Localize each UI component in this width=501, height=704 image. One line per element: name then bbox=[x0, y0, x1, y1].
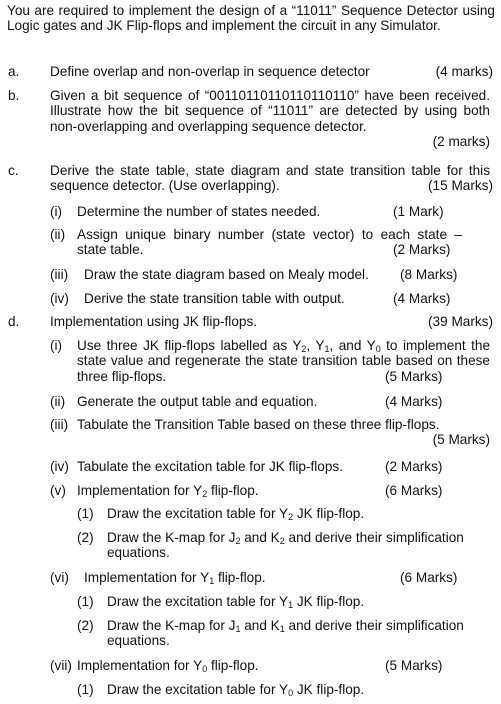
item-text: Derive the state table, state diagram and state transition table for this sequence detector. (Use overlapping). bbox=[50, 163, 490, 194]
item-label: (v) bbox=[50, 483, 66, 498]
item-marks: (39 Marks) bbox=[428, 314, 493, 329]
item-text: Generate the output table and equation. bbox=[77, 394, 318, 409]
item-marks: (15 Marks) bbox=[428, 178, 493, 193]
item-label: (2) bbox=[77, 530, 94, 545]
item-text: Tabulate the excitation table for JK flip-flops. bbox=[77, 459, 343, 474]
item-text: Draw the excitation table for $Y_0$ JK flip-flop. bbox=[107, 682, 365, 698]
item-text: Implementation using JK flip-flops. bbox=[50, 314, 258, 329]
item-marks: (6 Marks) bbox=[400, 570, 458, 585]
item-marks: (5 Marks) bbox=[385, 369, 443, 384]
item-marks: (5 Marks) bbox=[432, 432, 490, 448]
item-text: Draw the state diagram based on Mealy model. bbox=[84, 267, 369, 282]
item-label: (1) bbox=[77, 682, 94, 697]
item-marks: (4 Marks) bbox=[393, 291, 451, 306]
item-text: Use three JK flip-flops labelled as $Y_2$, $Y_1$, and $Y_0$ to implement the state value and regenerate the state transition table based on these three flip-flops. bbox=[77, 338, 491, 384]
item-text: Draw the excitation table for $Y_1$ JK flip-flop. bbox=[107, 594, 365, 610]
item-text: Draw the K-map for $J_2$ and $K_2$ and derive their simplification equations. bbox=[107, 530, 464, 561]
item-label: (ii) bbox=[50, 227, 66, 242]
item-label: (1) bbox=[77, 506, 94, 521]
item-text: Implementation for $Y_2$ flip-flop. bbox=[77, 483, 259, 499]
item-marks: (1 Mark) bbox=[393, 204, 444, 219]
item-label: (iii) bbox=[50, 417, 69, 432]
item-label: (vii) bbox=[50, 658, 72, 673]
item-label: (i) bbox=[50, 204, 63, 219]
item-label: (i) bbox=[50, 338, 63, 353]
item-text: Derive the state transition table with output. bbox=[84, 291, 345, 306]
item-text: Tabulate the Transition Table based on these three flip-flops. bbox=[77, 417, 440, 432]
item-text: Draw the excitation table for $Y_2$ JK flip-flop. bbox=[107, 506, 365, 522]
item-label: (iv) bbox=[50, 291, 69, 306]
item-marks: (2 marks) bbox=[432, 133, 490, 149]
item-label: (iii) bbox=[50, 267, 69, 282]
item-marks: (2 Marks) bbox=[385, 459, 443, 474]
item-marks: (4 Marks) bbox=[385, 394, 443, 409]
item-label: (2) bbox=[77, 618, 94, 633]
item-label: (vi) bbox=[50, 570, 69, 585]
item-marks: (4 marks) bbox=[435, 64, 493, 79]
item-label: b. bbox=[8, 88, 20, 103]
item-label: c. bbox=[8, 163, 19, 178]
item-label: d. bbox=[8, 314, 20, 329]
item-text: Assign unique binary number (state vector) to each state – state table. bbox=[77, 227, 462, 258]
item-label: (1) bbox=[77, 594, 94, 609]
item-label: a. bbox=[8, 64, 20, 79]
item-marks: (8 Marks) bbox=[400, 267, 458, 282]
item-text: Given a bit sequence of “00110110110110110110” have been received. Illustrate how the bit sequence of “11011” are detected by using both non-overlapping and overlapping sequence detector. bbox=[50, 88, 490, 134]
item-text: Draw the K-map for $J_1$ and $K_1$ and derive their simplification equations. bbox=[107, 618, 464, 649]
item-label: (iv) bbox=[50, 459, 69, 474]
item-label: (ii) bbox=[50, 394, 66, 409]
item-text: Implementation for $Y_1$ flip-flop. bbox=[84, 570, 266, 586]
item-text: Determine the number of states needed. bbox=[77, 204, 321, 219]
item-marks: (2 Marks) bbox=[393, 242, 451, 257]
item-text: Implementation for $Y_0$ flip-flop. bbox=[77, 658, 259, 674]
intro-paragraph: You are required to implement the design of a “11011” Sequence Detector using Logic gates and JK Flip-flops and implement the circuit in any Simulator. bbox=[7, 3, 495, 34]
item-marks: (5 Marks) bbox=[385, 658, 443, 673]
item-text: Define overlap and non-overlap in sequence detector bbox=[50, 64, 370, 79]
item-marks: (6 Marks) bbox=[385, 483, 443, 498]
